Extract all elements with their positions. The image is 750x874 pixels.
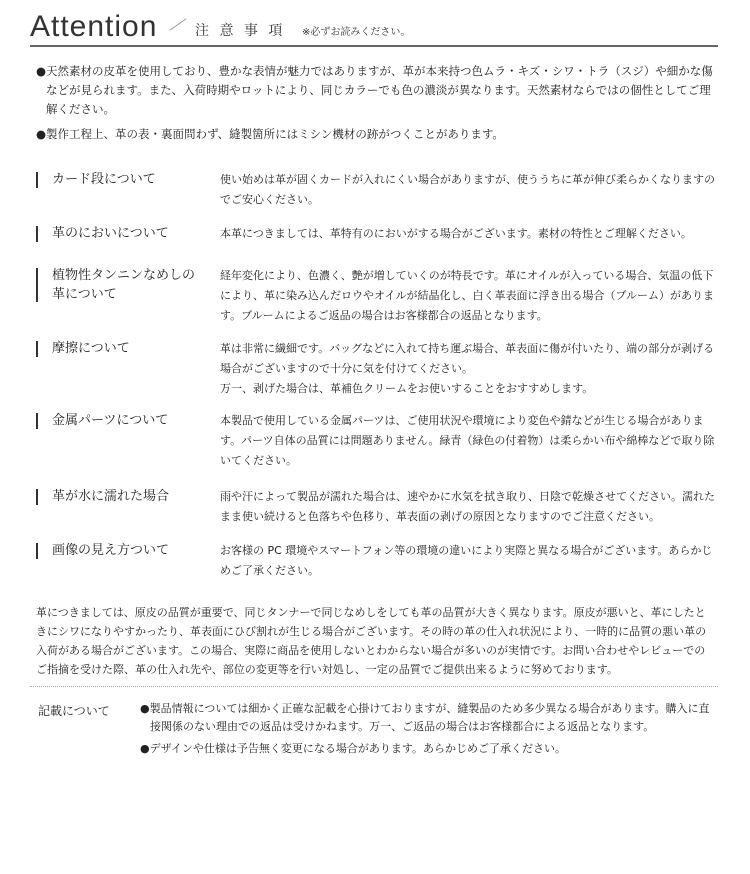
intro-item: ●天然素材の皮革を使用しており、豊かな表情が魅力ではありますが、革が本来持つ色ムラ・キズ・シワ・トラ（スジ）や細かな傷などが見られます。また、入荷時期やロットにより、同じカラーでも色の濃淡が異なります。天然素材ならではの個性としてご理解ください。 xyxy=(36,64,713,116)
section-text: 万一、剥げた場合は、革補色クリームをお使いすることをおすすめします。 xyxy=(220,382,594,395)
header-underline xyxy=(30,45,718,47)
section-text: お客様の PC 環境やスマートフォン等の環境の違いにより実際と異なる場合がございます。あらかじめご了承ください。 xyxy=(220,544,713,577)
intro-notes xyxy=(36,62,716,150)
section-label: 植物性タンニンなめしの革について xyxy=(52,268,196,302)
intro-item: ●製作工程上、革の表・裏面問わず、縫製箇所にはミシン機材の跡がつくことがあります。 xyxy=(36,127,504,141)
section-label: 金属パーツについて xyxy=(52,413,169,428)
section-marker xyxy=(36,172,38,188)
section-text: 本革につきましては、革特有のにおいがする場合がございます。素材の特性とご理解ください。 xyxy=(220,227,692,240)
section-label: 摩擦について xyxy=(52,341,130,356)
section-text: 経年変化により、色濃く、艶が増していくのが特長です。革にオイルが入っている場合、気温の低下により、革に染み込んだロウやオイルが結晶化し、白く革表面に浮き出る場合（ブルーム）があります。ブルームによるご返品の場合はお客様都合の返品となります。 xyxy=(220,269,715,322)
notes-label: 記載について xyxy=(38,704,110,718)
title-slash-divider xyxy=(170,18,187,30)
section-text: 革は非常に繊細です。バッグなどに入れて持ち運ぶ場合、革表面に傷が付いたり、端の部分が剥げる場合がございますので十分に気を付けてください。 xyxy=(220,342,715,375)
dotted-divider xyxy=(30,686,718,687)
section-text: 雨や汗によって製品が濡れた場合は、速やかに水気を拭き取り、日陰で乾燥させてください。濡れたまま使い続けると色落ちや色移り、革表面の剥げの原因となりますのでご注意ください。 xyxy=(220,490,715,523)
read-notice: ※必ずお読みください。 xyxy=(302,27,411,38)
section-marker xyxy=(36,268,38,302)
notes-list xyxy=(140,700,718,762)
leather-quality-statement: 革につきましては、原皮の品質が重要で、同じタンナーで同じなめしをしても革の品質が大きく異なります。原皮が悪いと、革にしたときにシワになりやすかったり、革表面にひび割れが生じる場合がございます。その時の革の仕入れ状況により、一時的に品質の悪い革の入荷がある場合がございます。この場合、実際に商品を使用しないとわからない場合が多いのが実情です。お問い合わせやレビューでのご指摘を受けた際、革の仕入れ先や、部位の変更等を行い対処し、一定の品質でご提供出来るように努めております。 xyxy=(36,606,707,676)
section-label: 革が水に濡れた場合 xyxy=(52,489,170,504)
section-label: 革のにおいについて xyxy=(52,226,169,241)
section-text: 使い始めは革が固くカードが入れにくい場合がありますが、使ううちに革が伸び柔らかくなりますのでご安心ください。 xyxy=(220,173,715,206)
section-label: カード段について xyxy=(52,172,156,187)
notes-item: ●デザインや仕様は予告無く変更になる場合があります。あらかじめご了承ください。 xyxy=(140,742,566,755)
section-marker xyxy=(36,226,38,242)
section-marker xyxy=(36,413,38,429)
page-subtitle: 注 意 事 項 xyxy=(195,23,286,39)
section-marker xyxy=(36,543,38,559)
section-marker xyxy=(36,341,38,357)
section-label: 画像の見え方ついて xyxy=(52,543,170,558)
notes-item: ●製品情報については細かく正確な記載を心掛けておりますが、縫製品のため多少異なる場合があります。購入に直接関係のない理由での返品は受けかねます。万一、ご返品の場合はお客様都合による返品となります。 xyxy=(140,702,710,733)
page-title: Attention xyxy=(30,10,158,43)
attention-header xyxy=(30,10,718,48)
section-text: 本製品で使用している金属パーツは、ご使用状況や環境により変色や錆などが生じる場合があります。パーツ自体の品質には問題ありません。緑青（緑色の付着物）は柔らかい布や綿棒などで取り除いてください。 xyxy=(220,414,715,467)
section-marker xyxy=(36,489,38,505)
